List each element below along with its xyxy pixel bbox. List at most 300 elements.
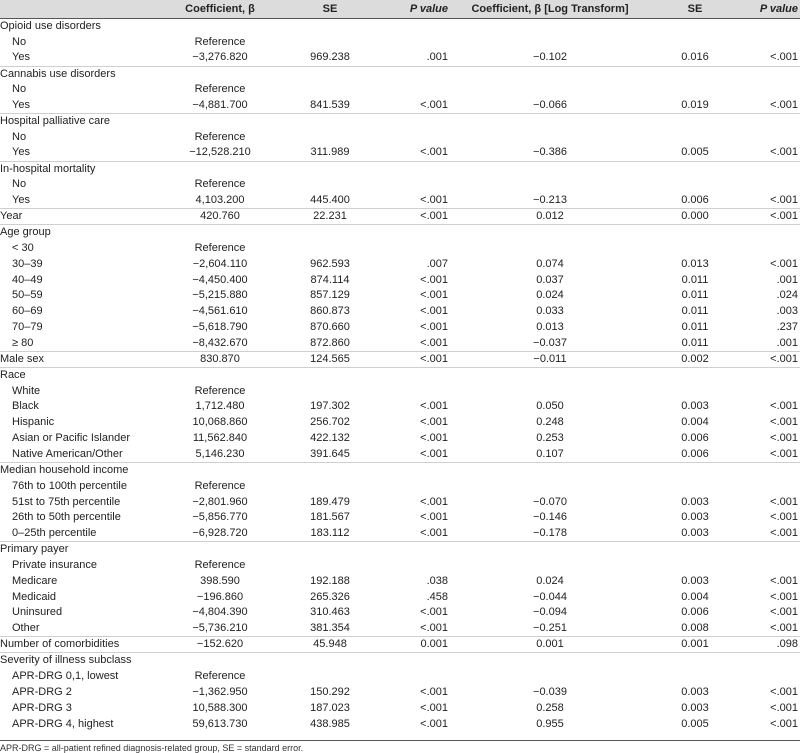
coefficient-log-cell — [450, 19, 650, 35]
se-cell: 872.860 — [310, 336, 350, 349]
se-log-cell — [650, 542, 740, 558]
table-row — [0, 573, 800, 589]
se-log-cell: 0.011 — [681, 273, 709, 286]
table-row — [0, 494, 800, 510]
p-value-log-cell — [740, 478, 800, 494]
p-value-cell: <.001 — [420, 98, 448, 111]
coefficient-cell: −4,561.610 — [192, 305, 248, 318]
p-value-log-cell — [740, 225, 800, 241]
p-value-log-cell: <.001 — [740, 209, 800, 225]
p-value-cell: <.001 — [420, 701, 448, 714]
p-value-cell: .038 — [426, 574, 448, 587]
p-value-cell: <.001 — [420, 447, 448, 460]
coefficient-cell: −5,215.880 — [192, 289, 248, 302]
p-value-log-cell: .003 — [776, 305, 798, 318]
coefficient-cell — [170, 19, 270, 35]
coefficient-log-cell: 0.012 — [450, 209, 650, 225]
se-cell: 860.873 — [310, 305, 350, 318]
table-row — [0, 447, 800, 463]
se-cell — [270, 66, 390, 82]
se-log-cell: 0.003 — [681, 495, 709, 508]
coefficient-log-cell: 0.955 — [536, 717, 564, 730]
table-row — [0, 431, 800, 447]
coefficient-log-cell — [450, 462, 650, 478]
p-value-cell: <.001 — [420, 526, 448, 539]
se-log-cell: 0.011 — [681, 336, 709, 349]
coefficient-log-cell: −0.011 — [450, 351, 650, 367]
p-value-log-cell: <.001 — [770, 685, 798, 698]
variable-label: Number of comorbidities — [0, 637, 170, 653]
coefficient-cell — [170, 367, 270, 383]
p-value-log-cell — [740, 161, 800, 177]
variable-label: 50–59 — [12, 289, 43, 302]
coefficient-cell: −5,618.790 — [192, 321, 248, 334]
table-row — [0, 684, 800, 700]
se-log-cell — [650, 129, 740, 145]
coefficient-cell: 10,068.860 — [192, 416, 248, 429]
se-log-cell — [650, 240, 740, 256]
table-body — [0, 19, 800, 732]
coefficient-cell — [170, 225, 270, 241]
p-value-log-cell: <.001 — [770, 416, 798, 429]
p-value-log-cell — [740, 19, 800, 35]
se-cell — [270, 240, 390, 256]
se-log-cell: 0.006 — [681, 606, 709, 619]
coefficient-log-cell: 0.001 — [450, 637, 650, 653]
coefficient-log-cell — [450, 558, 650, 574]
variable-label: 70–79 — [12, 321, 43, 334]
coefficient-cell: Reference — [194, 241, 246, 254]
variable-label: No — [12, 35, 27, 48]
se-cell: 857.129 — [310, 289, 350, 302]
header-se-log: SE — [650, 0, 740, 19]
coefficient-cell: −2,604.110 — [192, 257, 248, 270]
p-value-cell: .001 — [426, 51, 448, 64]
se-cell — [270, 367, 390, 383]
coefficient-cell: −1,362.950 — [192, 685, 248, 698]
p-value-cell — [390, 177, 450, 193]
variable-label: 60–69 — [12, 305, 43, 318]
p-value-log-cell: <.001 — [770, 495, 798, 508]
coefficient-log-cell: −0.386 — [533, 146, 567, 159]
p-value-cell: <.001 — [420, 193, 448, 206]
se-cell: 256.702 — [310, 416, 350, 429]
table-row — [0, 510, 800, 526]
se-cell — [270, 225, 390, 241]
variable-label: No — [12, 178, 27, 191]
table-row — [0, 304, 800, 320]
table-row — [0, 716, 800, 732]
table-row — [0, 225, 800, 241]
variable-label: APR-DRG 3 — [12, 701, 72, 714]
coefficient-log-cell — [450, 82, 650, 98]
coefficient-log-cell: −0.070 — [533, 495, 567, 508]
p-value-log-cell: <.001 — [770, 98, 798, 111]
se-cell — [270, 114, 390, 130]
variable-label: APR-DRG 2 — [12, 685, 72, 698]
p-value-cell: <.001 — [420, 400, 448, 413]
table-row — [0, 621, 800, 637]
p-value-cell: <.001 — [420, 622, 448, 635]
header-variable — [0, 0, 170, 19]
se-cell: 22.231 — [270, 209, 390, 225]
coefficient-log-cell — [450, 653, 650, 669]
p-value-cell: <.001 — [420, 511, 448, 524]
se-log-cell: 0.003 — [681, 701, 709, 714]
coefficient-cell: −196.860 — [196, 590, 244, 603]
coefficient-cell: 10,588.300 — [192, 701, 248, 714]
p-value-cell: <.001 — [420, 146, 448, 159]
variable-label: In-hospital mortality — [0, 161, 170, 177]
p-value-log-cell: <.001 — [770, 193, 798, 206]
p-value-cell: <.001 — [420, 495, 448, 508]
table-row — [0, 383, 800, 399]
se-cell: 962.593 — [310, 257, 350, 270]
se-cell: 265.326 — [310, 590, 350, 603]
p-value-cell — [390, 19, 450, 35]
p-value-log-cell — [740, 82, 800, 98]
coefficient-log-cell — [450, 478, 650, 494]
p-value-cell — [390, 478, 450, 494]
se-cell — [270, 161, 390, 177]
se-cell — [270, 669, 390, 685]
variable-label: 40–49 — [12, 273, 43, 286]
p-value-cell: <.001 — [420, 321, 448, 334]
coefficient-cell: Reference — [194, 558, 246, 571]
se-cell — [270, 653, 390, 669]
se-log-cell — [650, 161, 740, 177]
p-value-cell: <.001 — [420, 685, 448, 698]
coefficient-cell: −8,432.670 — [192, 336, 248, 349]
p-value-log-cell: <.001 — [770, 701, 798, 714]
table-row — [0, 542, 800, 558]
coefficient-log-cell: 0.248 — [536, 416, 564, 429]
variable-label: 51st to 75th percentile — [12, 495, 121, 508]
se-log-cell — [650, 383, 740, 399]
coefficient-cell — [170, 462, 270, 478]
se-cell — [270, 462, 390, 478]
coefficient-log-cell: −0.213 — [533, 193, 567, 206]
coefficient-log-cell — [450, 161, 650, 177]
p-value-log-cell — [740, 367, 800, 383]
se-cell: 438.985 — [310, 717, 350, 730]
p-value-cell — [390, 240, 450, 256]
se-cell: 874.114 — [310, 273, 350, 286]
p-value-cell — [390, 114, 450, 130]
se-log-cell — [650, 653, 740, 669]
p-value-log-cell: .098 — [740, 637, 800, 653]
se-log-cell — [650, 462, 740, 478]
p-value-cell — [390, 462, 450, 478]
variable-label: 76th to 100th percentile — [12, 479, 127, 492]
coefficient-log-cell: −0.044 — [533, 590, 567, 603]
p-value-log-cell: .001 — [776, 336, 798, 349]
p-value-log-cell: <.001 — [770, 717, 798, 730]
se-cell — [270, 129, 390, 145]
p-value-log-cell: .024 — [776, 289, 798, 302]
se-cell — [270, 177, 390, 193]
p-value-cell — [390, 558, 450, 574]
header-coefficient-log: Coefficient, β [Log Transform] — [450, 0, 650, 19]
p-value-cell: <.001 — [420, 305, 448, 318]
p-value-cell — [390, 161, 450, 177]
coefficient-cell: Reference — [194, 669, 246, 682]
variable-label: Medicaid — [12, 590, 57, 603]
p-value-cell: <.001 — [390, 351, 450, 367]
variable-label: No — [12, 83, 27, 96]
se-log-cell — [650, 367, 740, 383]
coefficient-cell: 5,146.230 — [195, 447, 245, 460]
se-log-cell — [650, 225, 740, 241]
coefficient-cell — [170, 114, 270, 130]
table-row — [0, 336, 800, 352]
coefficient-log-cell: 0.013 — [536, 321, 564, 334]
p-value-log-cell: <.001 — [770, 511, 798, 524]
p-value-log-cell — [740, 129, 800, 145]
se-log-cell — [650, 478, 740, 494]
se-log-cell: 0.003 — [681, 685, 709, 698]
coefficient-log-cell — [450, 240, 650, 256]
p-value-log-cell: <.001 — [770, 574, 798, 587]
coefficient-cell: −4,450.400 — [192, 273, 248, 286]
variable-label: Asian or Pacific Islander — [12, 432, 130, 445]
coefficient-cell: Reference — [194, 178, 246, 191]
coefficient-log-cell: 0.107 — [536, 447, 564, 460]
coefficient-cell: 4,103.200 — [195, 193, 245, 206]
coefficient-cell: −5,736.210 — [192, 622, 248, 635]
coefficient-log-cell: −0.039 — [533, 685, 567, 698]
variable-label: Male sex — [0, 351, 170, 367]
p-value-log-cell: <.001 — [770, 606, 798, 619]
se-log-cell: 0.003 — [681, 511, 709, 524]
p-value-log-cell: .001 — [776, 273, 798, 286]
variable-label: < 30 — [12, 241, 34, 254]
p-value-cell: <.001 — [420, 717, 448, 730]
se-log-cell: 0.003 — [681, 574, 709, 587]
se-log-cell: 0.004 — [681, 590, 709, 603]
table-row — [0, 161, 800, 177]
se-log-cell — [650, 34, 740, 50]
coefficient-cell: −152.620 — [170, 637, 270, 653]
p-value-cell: <.001 — [420, 606, 448, 619]
p-value-log-cell — [740, 558, 800, 574]
header-se: SE — [270, 0, 390, 19]
table-row — [0, 399, 800, 415]
p-value-cell — [390, 82, 450, 98]
table-row — [0, 367, 800, 383]
table-row — [0, 129, 800, 145]
table-row — [0, 50, 800, 66]
se-log-cell: 0.008 — [681, 622, 709, 635]
variable-label: Black — [12, 400, 39, 413]
p-value-cell — [390, 66, 450, 82]
p-value-cell: <.001 — [420, 289, 448, 302]
p-value-log-cell — [740, 653, 800, 669]
footnote: APR-DRG = all-patient refined diagnosis-related group, SE = standard error. — [0, 740, 800, 753]
p-value-log-cell: <.001 — [770, 432, 798, 445]
p-value-cell: 0.001 — [390, 637, 450, 653]
table-row — [0, 34, 800, 50]
coefficient-log-cell: 0.037 — [536, 273, 564, 286]
p-value-cell: <.001 — [420, 416, 448, 429]
table-row — [0, 98, 800, 114]
p-value-cell: .458 — [426, 590, 448, 603]
se-cell: 181.567 — [310, 511, 350, 524]
table-row — [0, 415, 800, 431]
coefficient-cell: −6,928.720 — [192, 526, 248, 539]
se-cell: 197.302 — [310, 400, 350, 413]
variable-label: 26th to 50th percentile — [12, 511, 121, 524]
variable-label: Age group — [0, 225, 170, 241]
se-cell: 45.948 — [270, 637, 390, 653]
p-value-log-cell: <.001 — [770, 526, 798, 539]
coefficient-cell: Reference — [194, 479, 246, 492]
coefficient-cell: 1,712.480 — [195, 400, 245, 413]
p-value-log-cell — [740, 669, 800, 685]
table-row — [0, 589, 800, 605]
table-row — [0, 82, 800, 98]
p-value-cell — [390, 383, 450, 399]
coefficient-cell — [170, 161, 270, 177]
coefficient-cell: Reference — [194, 130, 246, 143]
variable-label: 0–25th percentile — [12, 526, 97, 539]
coefficient-cell — [170, 66, 270, 82]
se-cell: 381.354 — [310, 622, 350, 635]
variable-label: No — [12, 130, 27, 143]
coefficient-log-cell: 0.024 — [536, 289, 564, 302]
variable-label: Cannabis use disorders — [0, 66, 170, 82]
coefficient-log-cell: −0.066 — [533, 98, 567, 111]
se-cell: 189.479 — [310, 495, 350, 508]
table-row — [0, 478, 800, 494]
p-value-log-cell: <.001 — [740, 351, 800, 367]
p-value-cell — [390, 367, 450, 383]
p-value-cell — [390, 225, 450, 241]
table-row — [0, 351, 800, 367]
table-row — [0, 653, 800, 669]
se-log-cell — [650, 669, 740, 685]
se-log-cell: 0.001 — [650, 637, 740, 653]
coefficient-log-cell — [450, 225, 650, 241]
p-value-cell — [390, 34, 450, 50]
p-value-log-cell — [740, 383, 800, 399]
se-log-cell: 0.006 — [681, 432, 709, 445]
se-cell: 192.188 — [310, 574, 350, 587]
coefficient-log-cell: 0.024 — [536, 574, 564, 587]
header-p-value-log: P value — [740, 0, 800, 19]
se-log-cell — [650, 19, 740, 35]
table-row — [0, 669, 800, 685]
coefficient-cell: Reference — [194, 35, 246, 48]
coefficient-log-cell: 0.033 — [536, 305, 564, 318]
p-value-log-cell: <.001 — [770, 622, 798, 635]
variable-label: ≥ 80 — [12, 336, 34, 349]
p-value-log-cell: <.001 — [770, 51, 798, 64]
se-log-cell: 0.003 — [681, 526, 709, 539]
p-value-log-cell: .237 — [776, 321, 798, 334]
table-row — [0, 19, 800, 35]
coefficient-log-cell: −0.094 — [533, 606, 567, 619]
se-cell: 150.292 — [310, 685, 350, 698]
se-log-cell: 0.006 — [681, 447, 709, 460]
coefficient-log-cell: 0.253 — [536, 432, 564, 445]
variable-label: Hispanic — [12, 416, 55, 429]
se-cell — [270, 542, 390, 558]
variable-label: 30–39 — [12, 257, 43, 270]
variable-label: Severity of illness subclass — [0, 653, 170, 669]
se-log-cell — [650, 66, 740, 82]
coefficient-log-cell: 0.074 — [536, 257, 564, 270]
variable-label: Private insurance — [12, 558, 97, 571]
variable-label: Opioid use disorders — [0, 20, 101, 33]
coefficient-log-cell — [450, 542, 650, 558]
coefficient-cell: −4,804.390 — [192, 606, 248, 619]
p-value-log-cell: <.001 — [770, 400, 798, 413]
se-log-cell: 0.000 — [650, 209, 740, 225]
table-row — [0, 637, 800, 653]
p-value-log-cell — [740, 66, 800, 82]
p-value-log-cell — [740, 114, 800, 130]
se-cell — [270, 383, 390, 399]
table-row — [0, 145, 800, 161]
variable-label: APR-DRG 4, highest — [12, 717, 114, 730]
table-row — [0, 288, 800, 304]
p-value-log-cell: <.001 — [770, 590, 798, 603]
table-row — [0, 700, 800, 716]
coefficient-log-cell: 0.050 — [536, 400, 564, 413]
se-log-cell: 0.004 — [681, 416, 709, 429]
p-value-log-cell — [740, 462, 800, 478]
se-cell: 183.112 — [310, 526, 350, 539]
table-row — [0, 558, 800, 574]
coefficient-log-cell — [450, 114, 650, 130]
p-value-log-cell: <.001 — [770, 146, 798, 159]
p-value-cell: <.001 — [420, 336, 448, 349]
table-row — [0, 114, 800, 130]
coefficient-log-cell: −0.146 — [533, 511, 567, 524]
coefficient-cell: 398.590 — [200, 574, 240, 587]
p-value-log-cell — [740, 34, 800, 50]
p-value-log-cell — [740, 542, 800, 558]
table-row — [0, 209, 800, 225]
variable-label: Native American/Other — [12, 447, 123, 460]
coefficient-cell: 830.870 — [170, 351, 270, 367]
coefficient-log-cell — [450, 129, 650, 145]
variable-label: Year — [0, 209, 170, 225]
se-cell — [270, 82, 390, 98]
se-log-cell: 0.011 — [681, 289, 709, 302]
variable-label: Yes — [12, 98, 30, 111]
se-cell: 422.132 — [310, 432, 350, 445]
coefficient-cell: −4,881.700 — [192, 98, 248, 111]
coefficient-log-cell — [450, 669, 650, 685]
se-log-cell: 0.011 — [681, 321, 709, 334]
se-log-cell: 0.005 — [681, 717, 709, 730]
table-row — [0, 177, 800, 193]
se-cell — [270, 19, 390, 35]
coefficient-log-cell — [450, 34, 650, 50]
coefficient-cell: 420.760 — [170, 209, 270, 225]
se-cell — [270, 478, 390, 494]
table-row — [0, 462, 800, 478]
variable-label: Yes — [12, 193, 30, 206]
table-row — [0, 526, 800, 542]
coefficient-log-cell: −0.037 — [533, 336, 567, 349]
table-header — [0, 0, 800, 19]
variable-label: Yes — [12, 51, 30, 64]
table-row — [0, 320, 800, 336]
variable-label: Other — [12, 622, 40, 635]
